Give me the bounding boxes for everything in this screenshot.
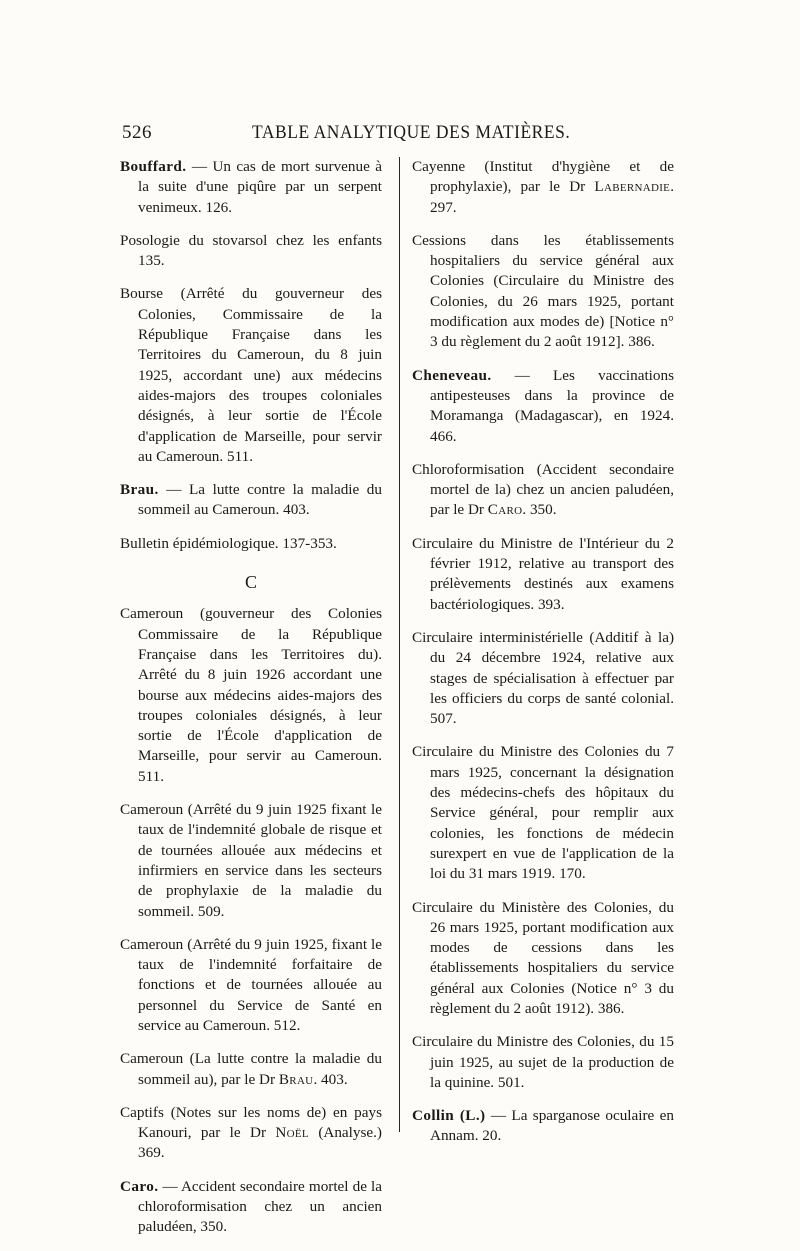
index-entry: Posologie du stovarsol chez les enfants 135. [120,231,382,270]
headword: Collin (L.) [412,1107,486,1125]
index-entry: Circulaire du Ministère des Colonies, du 26 mars 1925, portant modification aux modes de cessions dans les établissements hospitaliers du service général aux Colonies (Notice n° 3 du règlement du 2 août 1912). 386. [412,898,674,1017]
index-entry: Circulaire interministérielle (Additif à la) du 24 décembre 1924, relative aux stages de spécialisation à effectuer par les officiers du corps de santé colonial. 507. [412,628,674,728]
index-entry: Cameroun (La lutte contre la maladie du sommeil au), par le Dr Brau. 403. [120,1050,382,1088]
index-entry: Captifs (Notes sur les noms de) en pays Kanouri, par le Dr Noël (Analyse.) 369. [120,1103,382,1162]
column-divider [399,157,400,1132]
author-name: Labernadie [594,178,671,196]
headword: Bouffard. [120,158,187,175]
index-entry: Brau. — La lutte contre la maladie du sommeil au Cameroun. 403. [120,481,382,519]
index-entry: Circulaire du Ministre des Colonies du 7 mars 1925, concernant la désignation des médecins-chefs des hôpitaux du Service général, pour remplir aux colonies, les fonctions de médecin surexpert en vue de l'application de la loi du 31 mars 1919. 170. [412,743,674,883]
index-entry: Cameroun (gouverneur des Colonies Commissaire de la République Française dans les Territoires du). Arrêté du 8 juin 1926 accordant une bourse aux médecins aides-majors des troupes coloniales désignés, à leur sortie de l'École d'application de Marseille, pour servir au Cameroun. 511. [120,605,382,785]
page-header [122,122,682,150]
headword: Brau. [120,481,159,499]
headword: Cheneveau. [412,366,492,384]
index-entry: Circulaire du Ministre des Colonies, du 15 juin 1925, au sujet de la production de la quinine. 501. [412,1033,674,1091]
right-column [412,157,674,1160]
index-entry: Collin (L.) — La sparganose oculaire en Annam. 20. [412,1107,674,1145]
author-name: Noël [275,1124,309,1142]
index-entry: Cheneveau. — Les vaccinations antipesteuses dans la province de Moramanga (Madagascar), en 1924. 466. [412,366,674,445]
index-entry: Caro. — Accident secondaire mortel de la chloroformisation chez un ancien paludéen, 350. [120,1177,382,1236]
index-entry: Bulletin épidémiologique. 137-353. [120,534,337,552]
index-entry: Bourse (Arrêté du gouverneur des Colonies, Commissaire de la République Française dans les Territoires du Cameroun, du 8 juin 1925, accordant une) aux médecins aides-majors des troupes coloniales désignés, à leur sortie de l'École d'application de Marseille, pour servir au Cameroun. 511. [120,285,382,465]
section-letter: C [244,572,257,593]
index-entry: Cessions dans les établissements hospitaliers du service général aux Colonies (Circulaire du Ministre des Colonies, du 26 mars 1925, portant modification aux modes de) [Notice n° 3 du règlement du 2 août 1912]. 386. [412,231,674,351]
index-entry: Circulaire du Ministre de l'Intérieur du 2 février 1912, relative au transport des prélèvements destinés aux examens bactériologiques. 393. [412,534,674,613]
index-entry: Chloroformisation (Accident secondaire mortel de la) chez un ancien paludéen, par le Dr Caro. 350. [412,460,674,519]
index-entry: Cameroun (Arrêté du 9 juin 1925, fixant le taux de l'indemnité forfaitaire de fonctions et de tournées allouée au personnel du Service de Santé en service au Cameroun. 512. [120,935,382,1034]
author-name: Brau [278,1070,314,1088]
index-entry: Bouffard. — Un cas de mort survenue à la suite d'une piqûre par un serpent venimeux. 126. [120,158,382,216]
headword: Caro. [120,1177,159,1195]
page-number: 526 [122,122,152,143]
index-entry: Cayenne (Institut d'hygiène et de prophylaxie), par le Dr Labernadie. 297. [412,158,674,216]
left-column [120,157,382,1251]
author-name: Caro [487,501,523,519]
index-entry: Cameroun (Arrêté du 9 juin 1925 fixant le taux de l'indemnité globale de risque et de tournées allouée aux médecins et infirmiers en service dans les secteurs de prophylaxie de la maladie du sommeil. 509. [120,801,382,920]
running-title: TABLE ANALYTIQUE DES MATIÈRES. [252,122,571,143]
